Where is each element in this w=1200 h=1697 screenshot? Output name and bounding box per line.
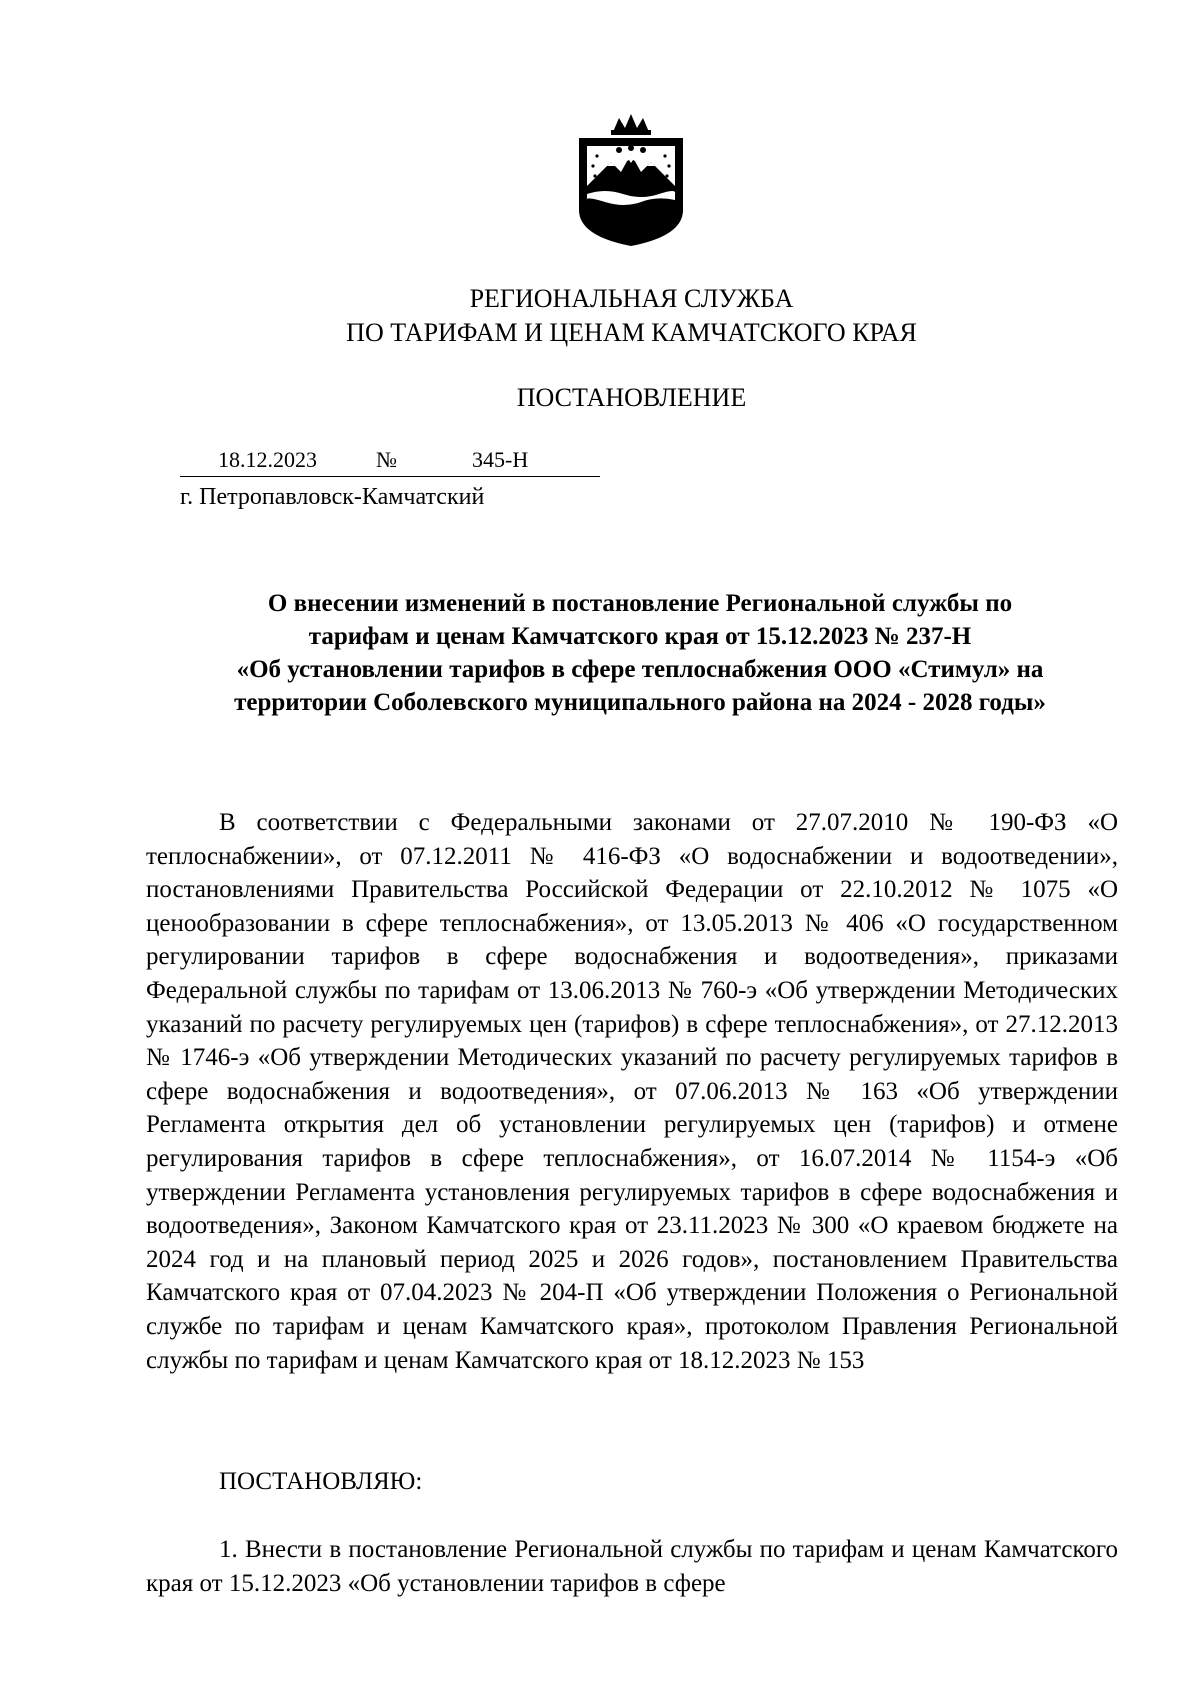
kamchatka-coat-of-arms-icon xyxy=(575,110,687,248)
document-date: 18.12.2023 xyxy=(218,447,317,472)
decree-word: ПОСТАНОВЛЯЮ: xyxy=(219,1468,423,1495)
heading-line: территории Соболевского муниципального района на 2024 - 2028 годы» xyxy=(234,689,1046,716)
document-number: 345-Н xyxy=(472,447,529,472)
heading-line: тарифам и ценам Камчатского края от 15.12.2023 № 237-Н xyxy=(308,623,972,650)
preamble-paragraph: В соответствии с Федеральными законами от 27.07.2010 № 190-ФЗ «О теплоснабжении», от 07.12.2011 № 416-ФЗ «О водоснабжении и водоотведении», постановлениями Правительства Российской Федерации от 22.10.2012 № 1075 «О ценообразовании в сфере теплоснабжения», от 13.05.2013 № 406 «О государственном регулировании тарифов в сфере водоснабжения и водоотведения», приказами Федеральной службы по тарифам от 13.06.2013 № 760-э «Об утверждении Методических указаний по расчету регулируемых цен (тарифов) в сфере теплоснабжения», от 27.12.2013 № 1746-э «Об утверждении Методических указаний по расчету регулируемых тарифов в сфере водоснабжения и водоотведения», от 07.06.2013 № 163 «Об утверждении Регламента открытия дел об установлении регулируемых цен (тарифов) и отмене регулирования тарифов в сфере теплоснабжения», от 16.07.2014 № 1154-э «Об утверждении Регламента установления регулируемых тарифов в сфере водоснабжения и водоотведения», Законом Камчатского края от 23.11.2023 № 300 «О краевом бюджете на 2024 год и на плановый период 2025 и 2026 годов», постановлением Правительства Камчатского края от 07.04.2023 № 204-П «Об утверждении Положения о Региональной службе по тарифам и ценам Камчатского края», протоколом Правления Региональной службы по тарифам и ценам Камчатского края от 18.12.2023 № 153 xyxy=(146,809,1118,1374)
org-name-line1: РЕГИОНАЛЬНАЯ СЛУЖБА xyxy=(469,284,794,313)
document-heading xyxy=(140,587,1140,719)
heading-line: О внесении изменений в постановление Региональной службы по xyxy=(267,590,1013,617)
document-type-title: ПОСТАНОВЛЕНИЕ xyxy=(516,383,747,412)
issue-city: г. Петропавловск-Камчатский xyxy=(180,484,485,510)
item-1-paragraph: 1. Внести в постановление Региональной службы по тарифам и ценам Камчатского края от 15.12.2023 «Об установлении тарифов в сфере xyxy=(146,1536,1118,1597)
document-requisites xyxy=(180,446,600,477)
number-sign: № xyxy=(376,447,397,472)
heading-line: «Об установлении тарифов в сфере теплоснабжения ООО «Стимул» на xyxy=(236,656,1044,683)
org-name-line2: ПО ТАРИФАМ И ЦЕНАМ КАМЧАТСКОГО КРАЯ xyxy=(346,318,917,347)
